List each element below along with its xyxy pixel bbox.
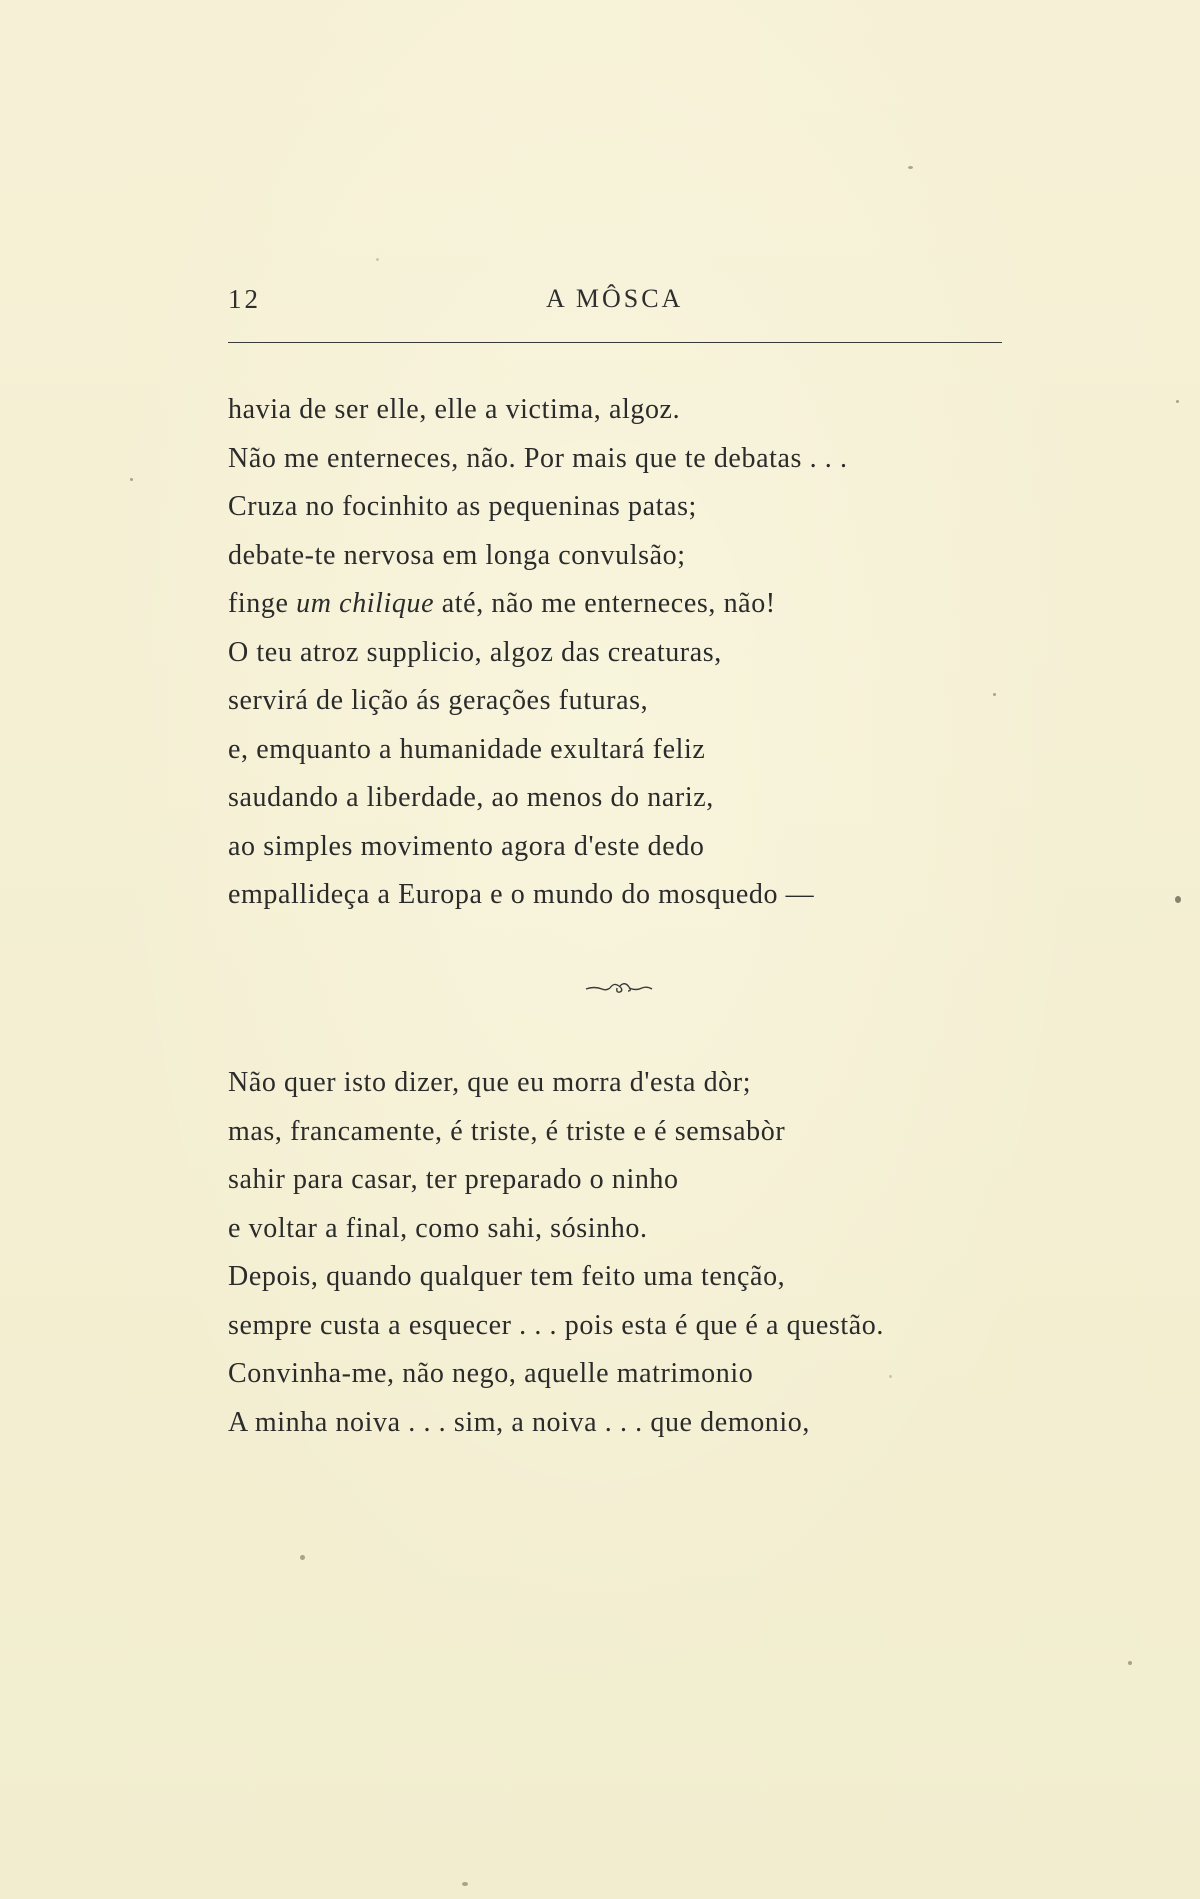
- running-header: [228, 284, 1000, 324]
- verse-line: debate-te nervosa em longa convulsão;: [228, 539, 686, 571]
- verse-line: ao simples movimento agora d'este dedo: [228, 830, 705, 862]
- verse-line: e, emquanto a humanidade exultará feliz: [228, 733, 706, 765]
- stanza-2: [228, 1059, 1028, 1447]
- verse-line: Cruza no focinhito as pequeninas patas;: [228, 491, 697, 522]
- paper-speck: [1175, 896, 1181, 903]
- paper-speck: [993, 693, 996, 696]
- verse-line: Convinha-me, não nego, aquelle matrimonio: [228, 1358, 754, 1389]
- header-rule: [228, 342, 1002, 343]
- verse-line: saudando a liberdade, ao menos do nariz,: [228, 782, 714, 813]
- running-title: A MÔSCA: [546, 284, 684, 313]
- verse-line: A minha noiva . . . sim, a noiva . . . que demonio,: [228, 1406, 810, 1438]
- paper-speck: [908, 166, 913, 169]
- stanza-1: [228, 386, 1028, 920]
- paper-speck: [462, 1882, 468, 1886]
- paper-speck: [130, 478, 133, 481]
- paper-speck: [1176, 400, 1179, 403]
- verse-line: havia de ser elle, elle a victima, algoz.: [228, 394, 681, 425]
- verse-line: servirá de lição ás gerações futuras,: [228, 685, 649, 716]
- verse-line-italic: um chilique: [296, 588, 435, 619]
- verse-line: O teu atroz supplicio, algoz das creaturas,: [228, 636, 722, 668]
- verse-line: [228, 580, 1028, 629]
- verse-line: Não me enterneces, não. Por mais que te debatas . . .: [228, 442, 848, 474]
- verse-line: empallideça a Europa e o mundo do mosquedo —: [228, 879, 815, 910]
- verse-line: mas, francamente, é triste, é triste e é semsabòr: [228, 1115, 786, 1147]
- page-number: 12: [228, 284, 261, 314]
- verse-line: e voltar a final, como sahi, sósinho.: [228, 1212, 648, 1244]
- paper-speck: [300, 1555, 305, 1560]
- verse-line: sempre custa a esquecer . . . pois esta é que é a questão.: [228, 1309, 884, 1341]
- verse-line-part: até, não me enterneces, não!: [434, 588, 776, 619]
- verse-line: sahir para casar, ter preparado o ninho: [228, 1164, 679, 1195]
- verse-line-part: finge: [228, 588, 297, 619]
- verse-line: Depois, quando qualquer tem feito uma tenção,: [228, 1261, 786, 1292]
- paper-speck: [376, 258, 379, 261]
- paper-speck: [1128, 1661, 1132, 1665]
- verse-line: Não quer isto dizer, que eu morra d'esta dòr;: [228, 1067, 752, 1098]
- fleuron-icon: [584, 976, 654, 1000]
- paper-speck: [889, 1375, 892, 1378]
